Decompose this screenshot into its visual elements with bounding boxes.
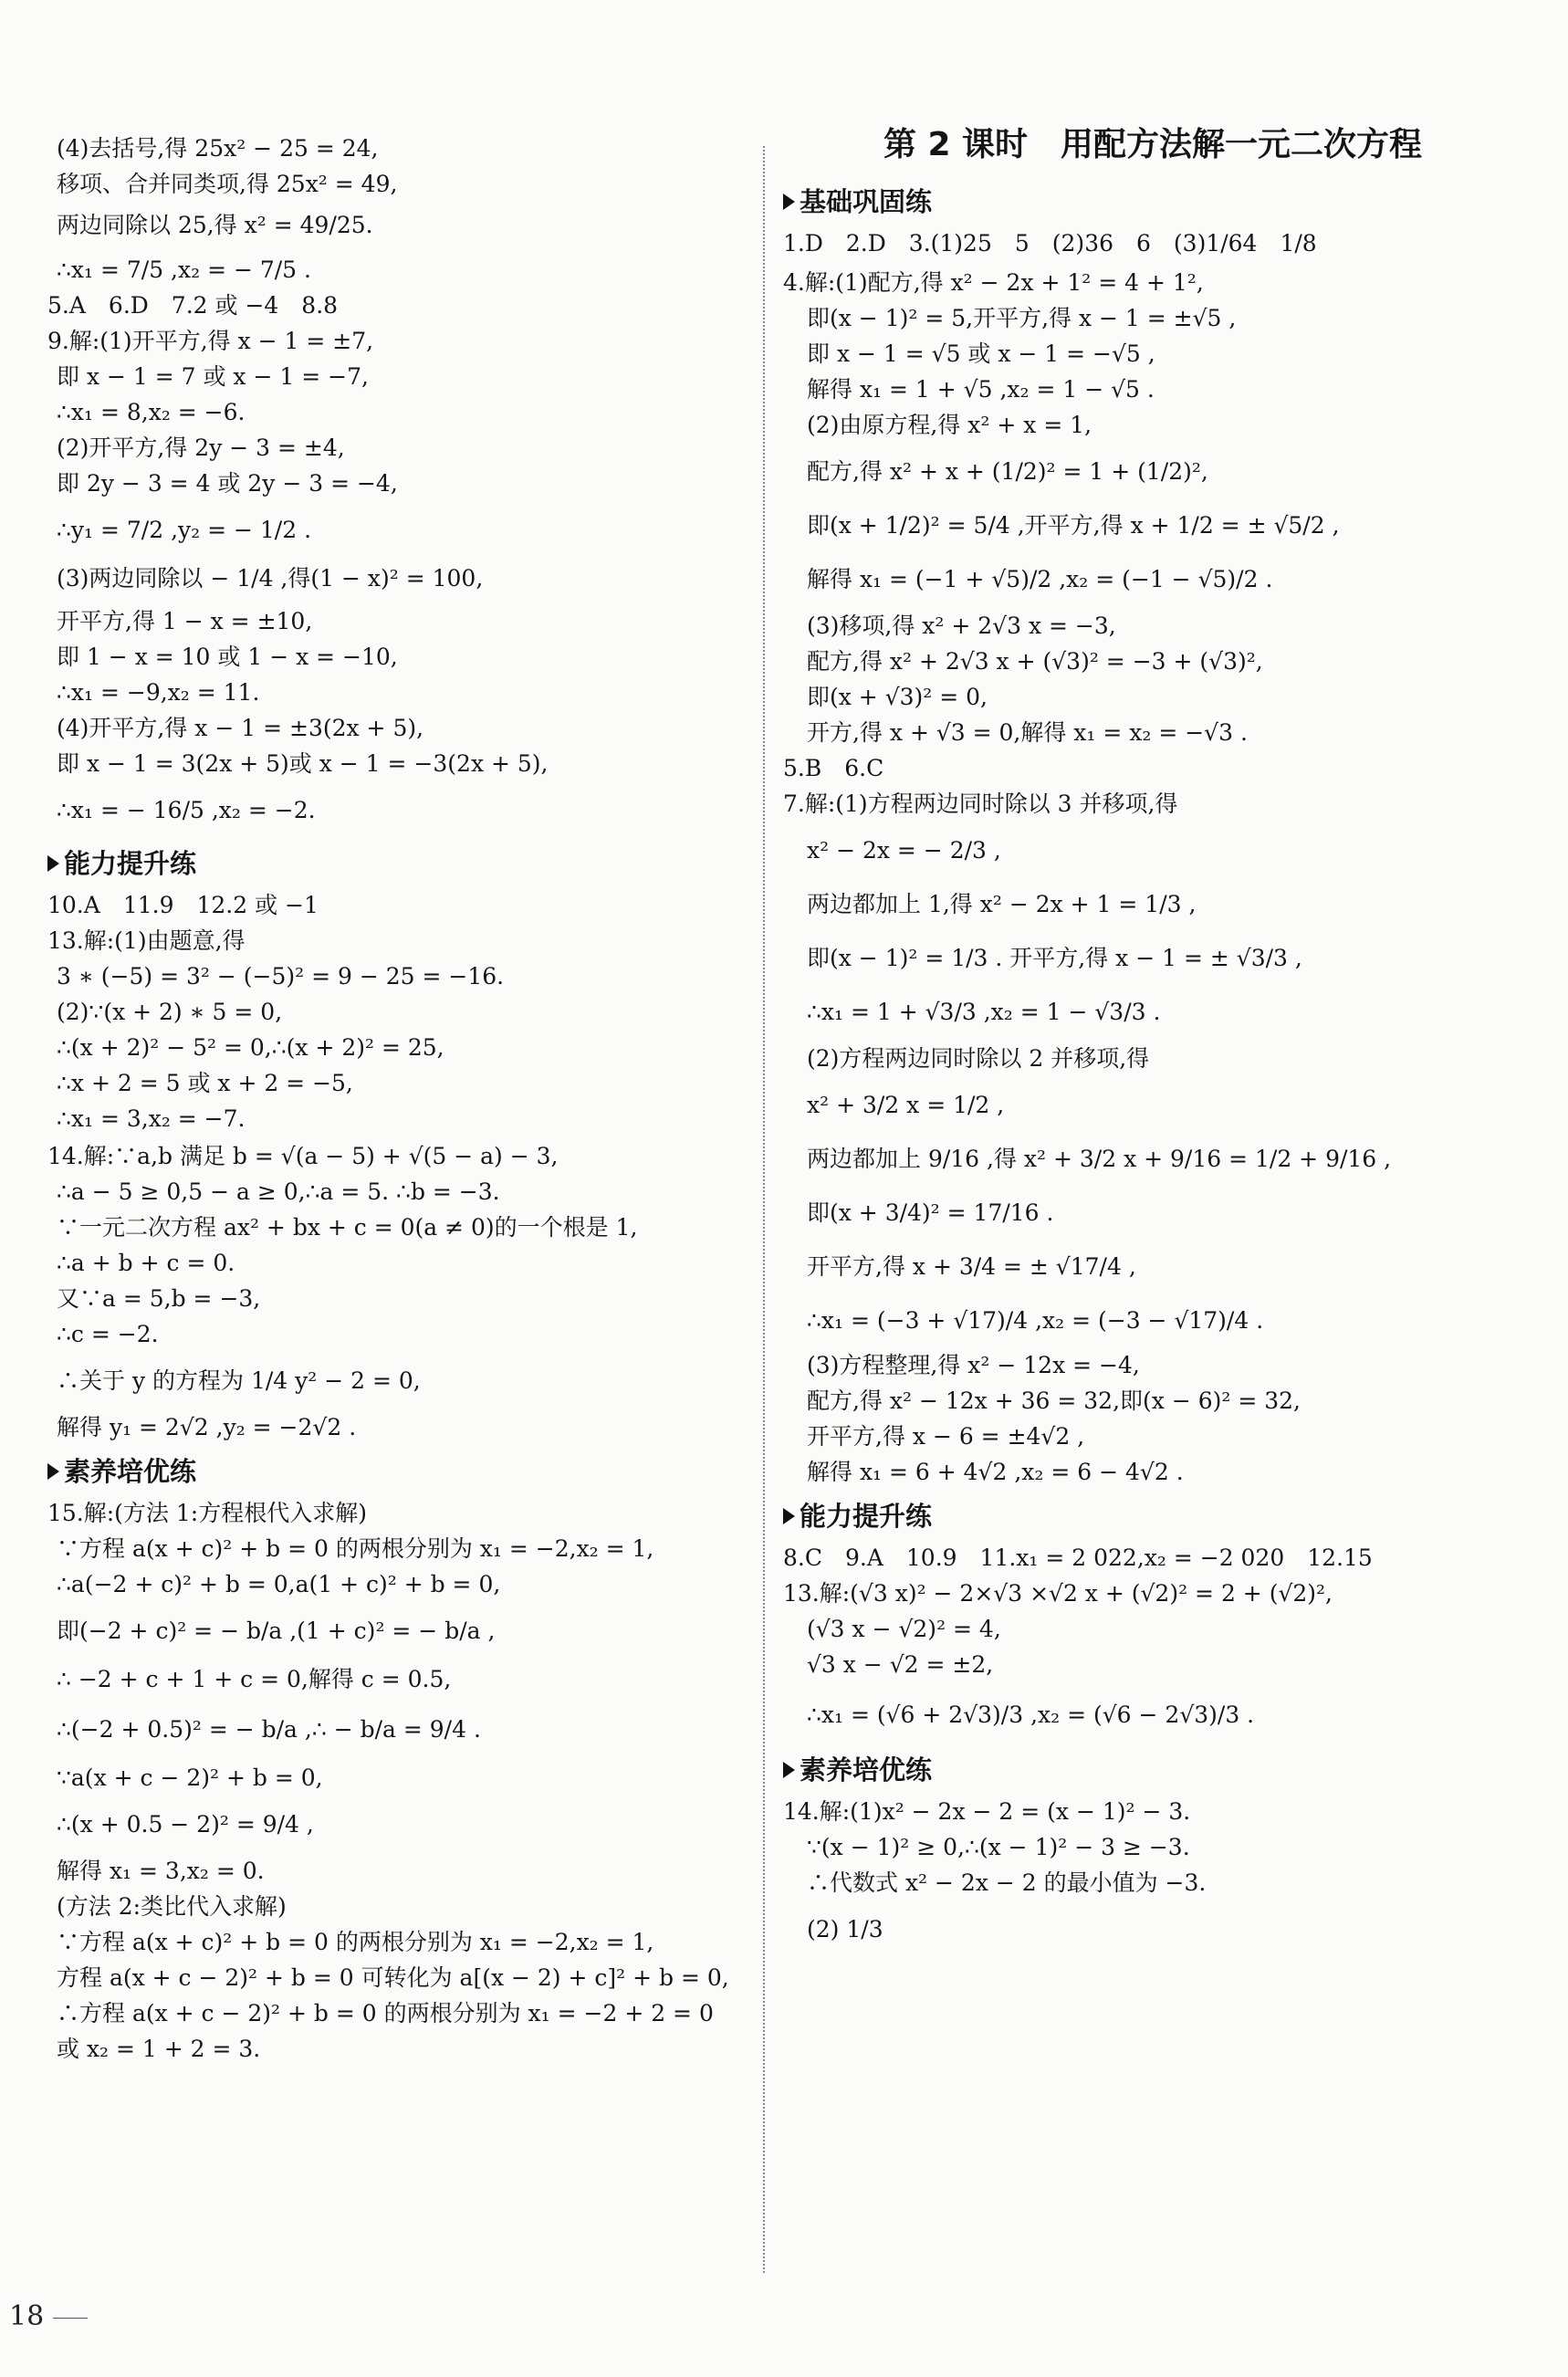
answer-line: (3)移项,得 x² + 2√3 x = −3, [807,613,1116,639]
answer-line: 即(−2 + c)² = − b/a ,(1 + c)² = − b/a , [57,1618,496,1644]
answer-line: ∴x + 2 = 5 或 x + 2 = −5, [57,1070,353,1096]
answer-line: ∴a + b + c = 0. [57,1250,235,1276]
answer-line: ∴c = −2. [57,1321,159,1347]
answer-line: ∴a − 5 ≥ 0,5 − a ≥ 0,∴a = 5. ∴b = −3. [57,1178,500,1205]
answer-line: ∴x₁ = − 16/5 ,x₂ = −2. [57,797,316,823]
section-label: 素养培优练 [800,1754,933,1785]
answer-line: 5.B 6.C [783,755,884,781]
answer-line: √3 x − √2 = ±2, [807,1651,994,1678]
answer-line: ∴x₁ = (√6 + 2√3)/3 ,x₂ = (√6 − 2√3)/3 . [807,1702,1255,1728]
section-heading-literacy [47,1451,750,1489]
play-triangle-icon [783,1762,795,1778]
answer-line: (3)两边同除以 − 1/4 ,得(1 − x)² = 100, [57,565,484,592]
answer-line: 14.解:(1)x² − 2x − 2 = (x − 1)² − 3. [783,1798,1191,1825]
answer-line: ∵方程 a(x + c)² + b = 0 的两根分别为 x₁ = −2,x₂ = 1, [57,1929,654,1955]
answer-line: 两边都加上 9/16 ,得 x² + 3/2 x + 9/16 = 1/2 + 9/16 , [807,1146,1392,1172]
answer-line: 又∵a = 5,b = −3, [57,1285,261,1312]
answer-line: ∴a(−2 + c)² + b = 0,a(1 + c)² + b = 0, [57,1571,501,1597]
answer-line: x² + 3/2 x = 1/2 , [807,1092,1005,1118]
answer-line: ∴x₁ = −9,x₂ = 11. [57,679,260,706]
answer-line: x² − 2x = − 2/3 , [807,837,1001,864]
answer-line: (2) 1/3 [807,1916,883,1942]
answer-line: (2)开平方,得 2y − 3 = ±4, [57,435,345,461]
answer-line: ∴ −2 + c + 1 + c = 0,解得 c = 0.5, [57,1666,452,1692]
answer-line: (方法 2:类比代入求解) [57,1893,287,1920]
play-triangle-icon [783,1508,795,1524]
answer-line: (3)方程整理,得 x² − 12x = −4, [807,1352,1140,1378]
answer-line: 解得 x₁ = 1 + √5 ,x₂ = 1 − √5 . [807,376,1155,403]
answer-line: 即 x − 1 = √5 或 x − 1 = −√5 , [807,340,1155,367]
answer-line: (2)由原方程,得 x² + x = 1, [807,412,1092,438]
answer-line: 解得 x₁ = 3,x₂ = 0. [57,1858,265,1884]
answer-line: 4.解:(1)配方,得 x² − 2x + 1² = 4 + 1², [783,269,1204,296]
answer-line: ∵a(x + c − 2)² + b = 0, [57,1764,323,1791]
answer-line: 即(x + √3)² = 0, [807,684,988,710]
answer-line: 即(x + 1/2)² = 5/4 ,开平方,得 x + 1/2 = ± √5/2 , [807,512,1340,539]
answer-line: ∵一元二次方程 ax² + bx + c = 0(a ≠ 0)的一个根是 1, [57,1214,638,1241]
page-number: 18 [9,2300,45,2332]
lesson-title: 第 2 课时 用配方法解一元二次方程 [883,126,1423,163]
answer-line: 即 1 − x = 10 或 1 − x = −10, [57,644,398,670]
answer-line: ∴x₁ = 3,x₂ = −7. [57,1105,246,1132]
answer-line: 即(x + 3/4)² = 17/16 . [807,1199,1054,1226]
answer-line: 14.解:∵a,b 满足 b = √(a − 5) + √(5 − a) − 3, [47,1143,559,1169]
answer-line: (4)开平方,得 x − 1 = ±3(2x + 5), [57,715,424,741]
answer-line: 开平方,得 x + 3/4 = ± √17/4 , [807,1253,1136,1280]
answer-line: ∴方程 a(x + c − 2)² + b = 0 的两根分别为 x₁ = −2 + 2 = 0 [57,2000,714,2026]
answer-line: (2)方程两边同时除以 2 并移项,得 [807,1045,1150,1072]
answer-line: 解得 x₁ = (−1 + √5)/2 ,x₂ = (−1 − √5)/2 . [807,566,1273,592]
answer-line: ∵方程 a(x + c)² + b = 0 的两根分别为 x₁ = −2,x₂ = 1, [57,1535,654,1562]
answer-line: (√3 x − √2)² = 4, [807,1616,1001,1642]
left-column [47,137,750,2060]
answer-line: 即 x − 1 = 3(2x + 5)或 x − 1 = −3(2x + 5), [57,750,549,777]
answer-line: 配方,得 x² − 12x + 36 = 32,即(x − 6)² = 32, [807,1387,1301,1414]
answer-line: ∵(x − 1)² ≥ 0,∴(x − 1)² − 3 ≥ −3. [807,1834,1190,1860]
answer-line: 10.A 11.9 12.2 或 −1 [47,892,319,918]
answer-line: 1.D 2.D 3.(1)25 5 (2)36 6 (3)1/64 1/8 [783,230,1317,257]
section-label: 能力提升练 [800,1501,933,1532]
answer-line: (2)∵(x + 2) ∗ 5 = 0, [57,999,283,1025]
answer-line: ∴x₁ = 1 + √3/3 ,x₂ = 1 − √3/3 . [807,999,1161,1025]
answer-line: 或 x₂ = 1 + 2 = 3. [57,2036,261,2062]
play-triangle-icon [47,1463,59,1480]
section-heading-literacy [783,1750,1522,1787]
answer-line: 8.C 9.A 10.9 11.x₁ = 2 022,x₂ = −2 020 12.15 [783,1545,1373,1571]
answer-line: 5.A 6.D 7.2 或 −4 8.8 [47,292,339,319]
answer-line: 开平方,得 x − 6 = ±4√2 , [807,1423,1085,1450]
answer-line: 解得 y₁ = 2√2 ,y₂ = −2√2 . [57,1414,357,1440]
page-footer [9,2300,88,2332]
section-label: 基础巩固练 [800,186,933,217]
section-label: 能力提升练 [64,848,197,879]
answer-line: 即 2y − 3 = 4 或 2y − 3 = −4, [57,470,398,497]
answer-line: 两边都加上 1,得 x² − 2x + 1 = 1/3 , [807,891,1197,917]
answer-line: 两边同除以 25,得 x² = 49/25. [57,212,373,238]
footer-rule [53,2318,88,2319]
answer-line: 9.解:(1)开平方,得 x − 1 = ±7, [47,328,374,354]
answer-line: ∴代数式 x² − 2x − 2 的最小值为 −3. [807,1869,1207,1896]
answer-line: 移项、合并同类项,得 25x² = 49, [57,171,398,197]
answer-line: 15.解:(方法 1:方程根代入求解) [47,1500,367,1526]
answer-line: ∴x₁ = (−3 + √17)/4 ,x₂ = (−3 − √17)/4 . [807,1307,1264,1334]
answer-line: ∴y₁ = 7/2 ,y₂ = − 1/2 . [57,517,312,543]
play-triangle-icon [783,194,795,210]
answer-line: ∴(x + 2)² − 5² = 0,∴(x + 2)² = 25, [57,1034,444,1061]
answer-line: (4)去括号,得 25x² − 25 = 24, [57,135,379,162]
answer-line: 解得 x₁ = 6 + 4√2 ,x₂ = 6 − 4√2 . [807,1459,1184,1485]
answer-line: ∴(x + 0.5 − 2)² = 9/4 , [57,1811,314,1838]
answer-line: 开平方,得 1 − x = ±10, [57,608,313,634]
answer-line: ∴x₁ = 8,x₂ = −6. [57,399,246,425]
answer-line: 即 x − 1 = 7 或 x − 1 = −7, [57,363,369,390]
answer-line: 开方,得 x + √3 = 0,解得 x₁ = x₂ = −√3 . [807,719,1248,746]
answer-line: 方程 a(x + c − 2)² + b = 0 可转化为 a[(x − 2) + c]² + b = 0, [57,1964,729,1991]
answer-line: ∴x₁ = 7/5 ,x₂ = − 7/5 . [57,257,311,283]
section-label: 素养培优练 [64,1456,197,1487]
answer-line: 13.解:(1)由题意,得 [47,927,246,954]
answer-line: 配方,得 x² + 2√3 x + (√3)² = −3 + (√3)², [807,648,1263,675]
answer-line: 即(x − 1)² = 1/3 . 开平方,得 x − 1 = ± √3/3 , [807,945,1302,971]
answer-line: 7.解:(1)方程两边同时除以 3 并移项,得 [783,791,1178,817]
play-triangle-icon [47,855,59,872]
section-heading-basic [783,182,1522,219]
answer-line: ∴关于 y 的方程为 1/4 y² − 2 = 0, [57,1367,421,1394]
answer-line: 3 ∗ (−5) = 3² − (−5)² = 9 − 25 = −16. [57,963,505,990]
column-divider [763,146,765,2273]
right-column [783,126,1522,1942]
section-heading-ability [47,843,750,881]
answer-line: ∴(−2 + 0.5)² = − b/a ,∴ − b/a = 9/4 . [57,1716,481,1743]
answer-line: 配方,得 x² + x + (1/2)² = 1 + (1/2)², [807,458,1208,485]
answer-line: 即(x − 1)² = 5,开平方,得 x − 1 = ±√5 , [807,305,1237,331]
section-heading-ability [783,1496,1522,1534]
answer-line: 13.解:(√3 x)² − 2×√3 ×√2 x + (√2)² = 2 + (√2)², [783,1580,1333,1607]
